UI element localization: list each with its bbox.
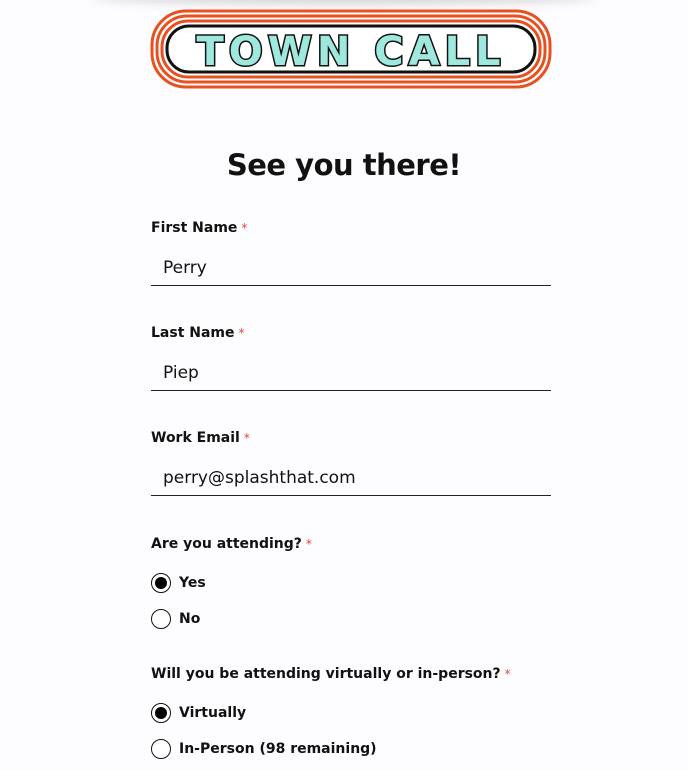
logo-graphic (150, 9, 552, 89)
required-asterisk: * (305, 537, 312, 551)
first-name-input[interactable]: Perry (151, 250, 551, 286)
attending-option-yes[interactable] (151, 572, 206, 594)
first-name-field (151, 218, 551, 278)
attending-label-text: Are you attending? (151, 536, 302, 552)
work-email-field (151, 428, 551, 488)
mode-option-virtually[interactable] (151, 702, 246, 724)
attending-label (151, 534, 551, 554)
radio-button[interactable] (151, 573, 171, 593)
required-asterisk: * (241, 221, 248, 235)
attendance-mode-label (151, 664, 551, 684)
last-name-label (151, 323, 551, 343)
radio-button[interactable] (151, 739, 171, 759)
attending-question (151, 534, 551, 627)
attendance-mode-label-text: Will you be attending virtually or in-person? (151, 666, 501, 682)
attendance-mode-question (151, 664, 551, 757)
work-email-input[interactable]: perry@splashthat.com (151, 460, 551, 496)
radio-button[interactable] (151, 703, 171, 723)
radio-button[interactable] (151, 609, 171, 629)
town-call-logo (150, 9, 552, 89)
work-email-label-text: Work Email (151, 430, 240, 446)
attending-option-no[interactable] (151, 608, 200, 630)
required-asterisk: * (238, 326, 245, 340)
first-name-label (151, 218, 551, 238)
required-asterisk: * (504, 667, 511, 681)
radio-label: No (179, 611, 201, 627)
required-asterisk: * (243, 431, 250, 445)
logo-text: TOWN CALL (196, 29, 506, 75)
work-email-label (151, 428, 551, 448)
radio-selected-dot (155, 577, 167, 589)
radio-label: In-Person (98 remaining) (179, 741, 377, 757)
radio-selected-dot (155, 707, 167, 719)
first-name-label-text: First Name (151, 220, 238, 236)
last-name-label-text: Last Name (151, 325, 235, 341)
radio-label: Virtually (179, 705, 247, 721)
page-title: See you there! (226, 148, 462, 182)
last-name-field (151, 323, 551, 383)
mode-option-in-person[interactable] (151, 738, 377, 760)
radio-label: Yes (179, 575, 206, 591)
last-name-input[interactable]: Piep (151, 355, 551, 391)
